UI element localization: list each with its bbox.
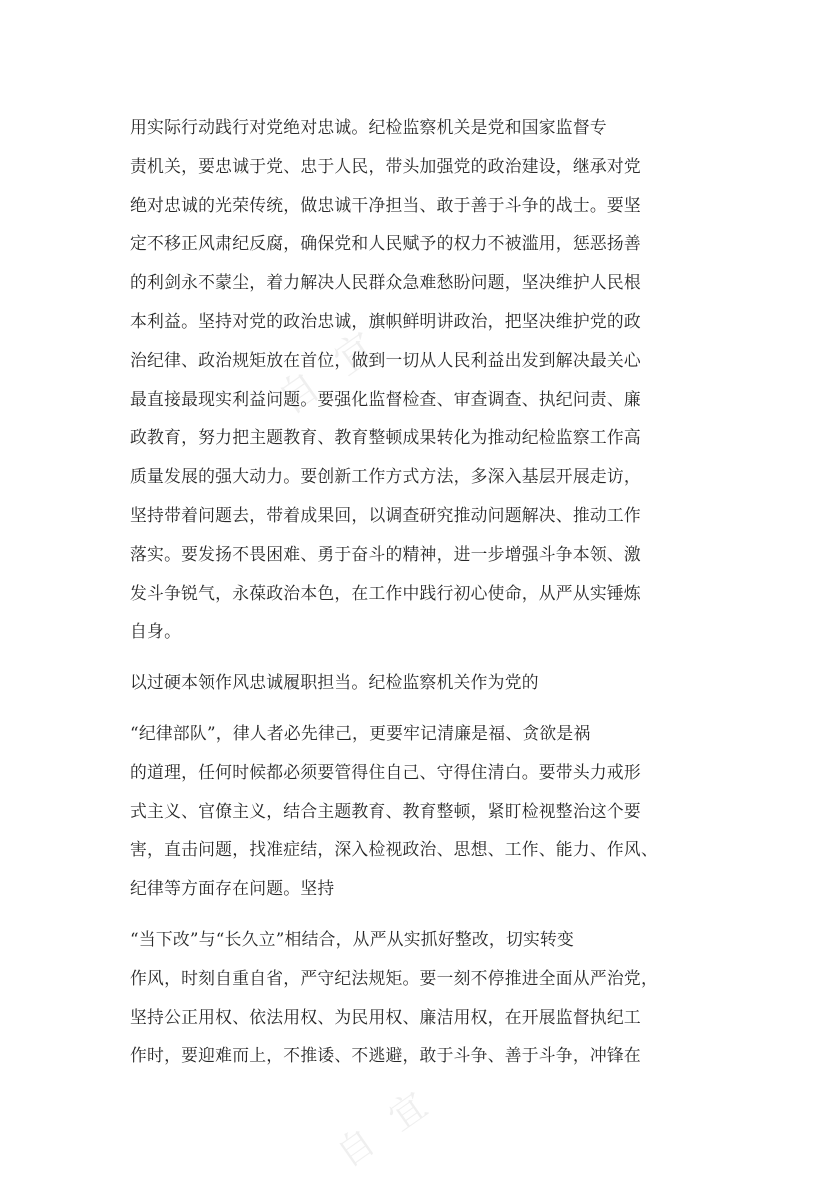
text-line: 害，直击问题，找准症结，深入检视政治、思想、工作、能力、作风、 xyxy=(130,839,658,860)
text-line: 用实际行动践行对党绝对忠诚。纪检监察机关是党和国家监督专 xyxy=(130,117,607,137)
document-body xyxy=(130,108,710,1075)
text-line: 作时，要迎难而上，不推诿、不逃避，敢于斗争、善于斗争，冲锋在 xyxy=(130,1045,641,1066)
text-line: 的利剑永不蒙尘，着力解决人民群众急难愁盼问题，坚决维护人民根 xyxy=(130,272,641,293)
text-line: 以过硬本领作风忠诚履职担当。纪检监察机关作为党的 xyxy=(130,672,539,693)
text-line: 定不移正风肃纪反腐，确保党和人民赋予的权力不被滥用，惩恶扬善 xyxy=(130,233,641,254)
text-line: 质量发展的强大动力。要创新工作方式方法，多深入基层开展走访， xyxy=(130,466,641,487)
watermark: 自 宜 xyxy=(329,1080,442,1176)
text-line: 自身。 xyxy=(130,621,182,642)
text-line: 绝对忠诚的光荣传统，做忠诚干净担当、敢于善于斗争的战士。要坚 xyxy=(130,194,641,215)
text-line: “纪律部队”，律人者必先律己，更要牢记清廉是福、贪欲是祸 xyxy=(130,722,591,743)
text-line: 政教育，努力把主题教育、教育整顿成果转化为推动纪检监察工作高 xyxy=(130,427,641,448)
text-line: 最直接最现实利益问题。要强化监督检查、审查调查、执纪问责、廉 xyxy=(130,388,641,409)
text-line: 落实。要发扬不畏困难、勇于奋斗的精神，进一步增强斗争本领、激 xyxy=(130,543,641,564)
text-line: 作风，时刻自重自省，严守纪法规矩。要一刻不停推进全面从严治党， xyxy=(130,967,658,988)
text-line: 发斗争锐气，永葆政治本色，在工作中践行初心使命，从严从实锤炼 xyxy=(130,582,641,603)
text-line: 的道理，任何时候都必须要管得住自己、守得住清白。要带头力戒形 xyxy=(130,761,641,782)
text-line: 坚持公正用权、依法用权、为民用权、廉洁用权，在开展监督执纪工 xyxy=(130,1006,641,1027)
text-line: 纪律等方面存在问题。坚持 xyxy=(130,878,335,899)
text-line: “当下改”与“长久立”相结合，从严从实抓好整改，切实转变 xyxy=(130,928,575,949)
text-line: 治纪律、政治规矩放在首位，做到一切从人民利益出发到解决最关心 xyxy=(130,349,641,370)
watermark: 自 宜 xyxy=(269,319,392,424)
text-line: 本利益。坚持对党的政治忠诚，旗帜鲜明讲政治，把坚决维护党的政 xyxy=(130,310,641,331)
text-line: 责机关，要忠诚于党、忠于人民，带头加强党的政治建设，继承对党 xyxy=(130,155,641,176)
text-line: 式主义、官僚主义，结合主题教育、教育整顿，紧盯检视整治这个要 xyxy=(130,800,641,821)
text-line: 坚持带着问题去，带着成果回，以调查研究推动问题解决、推动工作 xyxy=(130,504,641,525)
